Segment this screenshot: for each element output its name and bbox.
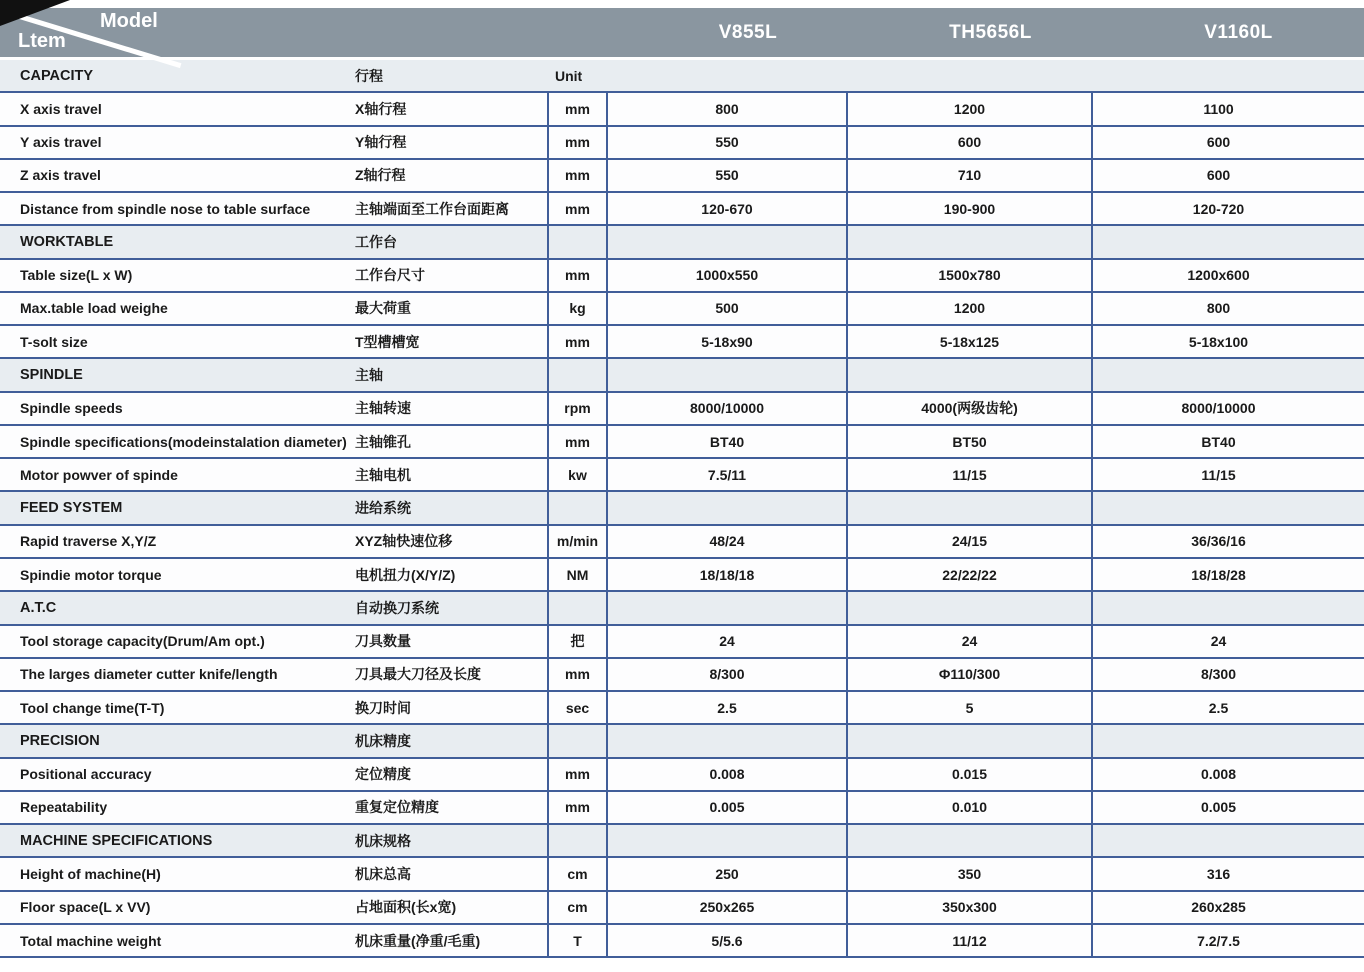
section-unit-cell (547, 825, 608, 856)
spec-row (0, 923, 1364, 956)
spec-row (0, 324, 1364, 357)
spec-name-en: Max.table load weighe (20, 300, 168, 317)
spec-name-cn: 换刀时间 (355, 699, 411, 716)
spec-value: BT40 (1201, 433, 1236, 450)
spec-row (0, 856, 1364, 889)
section-value-cell (1093, 226, 1344, 257)
spec-name-en: Distance from spindle nose to table surface (20, 200, 311, 217)
spec-unit: mm (547, 659, 608, 690)
spec-unit: mm (547, 127, 608, 158)
spec-value: 190-900 (848, 193, 1093, 224)
spec-unit: mm (547, 160, 608, 191)
spec-row (0, 624, 1364, 657)
spec-value: 1200x600 (1187, 267, 1250, 284)
spec-name-en: Motor powver of spinde (20, 466, 178, 483)
section-header-row (0, 490, 1364, 523)
spec-value: 7.2/7.5 (1197, 932, 1240, 949)
spec-value: 1100 (1203, 100, 1234, 117)
spec-name-cn: Y轴行程 (355, 134, 407, 151)
spec-value: Φ110/300 (848, 659, 1093, 690)
spec-unit: 把 (547, 626, 608, 657)
spec-value: 0.005 (1200, 799, 1237, 816)
section-unit-cell (547, 592, 608, 623)
spec-name-en: Rapid traverse X,Y/Z (20, 533, 157, 550)
spec-value: 24/15 (848, 526, 1093, 557)
section-header-row (0, 224, 1364, 257)
section-header-row (0, 823, 1364, 856)
spec-unit: mm (547, 426, 608, 457)
section-value-cell (608, 492, 848, 523)
section-name-cn: 自动换刀系统 (355, 599, 439, 616)
unit-column-header: Unit (555, 67, 583, 84)
section-value-cell (848, 359, 1093, 390)
spec-name-cn: 刀具最大刀径及长度 (355, 666, 481, 683)
spec-row (0, 790, 1364, 823)
spec-name-cn: 工作台尺寸 (355, 267, 425, 284)
spec-value: 0.005 (608, 792, 848, 823)
table-header (0, 8, 1364, 57)
spec-value: 22/22/22 (848, 559, 1093, 590)
spec-row (0, 158, 1364, 191)
spec-value: 120-720 (1192, 200, 1245, 217)
section-name-cn: 进给系统 (355, 500, 411, 517)
section-name-en: WORKTABLE (20, 233, 114, 250)
spec-unit: m/min (547, 526, 608, 557)
spec-name-cn: 占地面积(长x宽) (355, 899, 457, 916)
spec-value: 800 (1206, 300, 1231, 317)
section-value-cell (848, 226, 1093, 257)
section-name-cn: 工作台 (355, 233, 397, 250)
spec-row (0, 657, 1364, 690)
spec-value: 800 (608, 93, 848, 124)
spec-name-en: The larges diameter cutter knife/length (20, 666, 278, 683)
spec-value: 1500x780 (848, 260, 1093, 291)
section-value-cell (848, 60, 1093, 91)
spec-unit: rpm (547, 393, 608, 424)
spec-unit: cm (547, 892, 608, 923)
spec-value: BT40 (608, 426, 848, 457)
spec-name-en: Spindle speeds (20, 400, 123, 417)
spec-value: BT50 (848, 426, 1093, 457)
spec-name-cn: 主轴端面至工作台面距离 (355, 200, 509, 217)
spec-name-cn: 主轴锥孔 (355, 433, 411, 450)
section-name-cn: 机床规格 (355, 832, 411, 849)
spec-value: 4000(两级齿轮) (848, 393, 1093, 424)
spec-name-en: X axis travel (20, 100, 102, 117)
spec-value: 500 (608, 293, 848, 324)
spec-value: 260x285 (1191, 899, 1246, 916)
spec-value: 550 (608, 160, 848, 191)
section-header-row (0, 357, 1364, 390)
spec-value: 11/15 (848, 459, 1093, 490)
section-value-cell (1093, 592, 1344, 623)
spec-value: 5 (848, 692, 1093, 723)
spec-value: 5-18x90 (608, 326, 848, 357)
section-header-row (0, 57, 1364, 91)
spec-name-en: Tool storage capacity(Drum/Am opt.) (20, 633, 265, 650)
spec-value: 2.5 (1208, 699, 1229, 716)
spec-value: 5-18x100 (1188, 333, 1249, 350)
spec-unit: kw (547, 459, 608, 490)
spec-name-cn: 机床重量(净重/毛重) (355, 932, 481, 949)
section-value-cell (608, 226, 848, 257)
spec-unit: mm (547, 759, 608, 790)
header-corner-item-label: Ltem (18, 30, 66, 52)
section-name-en: MACHINE SPECIFICATIONS (20, 832, 213, 849)
spec-name-en: Height of machine(H) (20, 866, 161, 882)
table-body (0, 57, 1364, 958)
section-name-en: CAPACITY (20, 67, 94, 84)
spec-value: 0.008 (1200, 766, 1237, 783)
section-header-row (0, 590, 1364, 623)
model-column-header: V1160L (1204, 21, 1273, 43)
spec-name-en: Spindle specifications(modeinstalation diameter) (20, 433, 347, 450)
spec-name-cn: X轴行程 (355, 100, 407, 117)
spec-name-cn: XYZ轴快速位移 (355, 533, 453, 550)
spec-value: 0.015 (848, 759, 1093, 790)
spec-row (0, 557, 1364, 590)
spec-row (0, 890, 1364, 923)
spec-value: 48/24 (608, 526, 848, 557)
spec-value: 120-670 (608, 193, 848, 224)
spec-name-cn: T型槽槽宽 (355, 333, 420, 350)
spec-name-en: T-solt size (20, 333, 88, 350)
section-name-en: PRECISION (20, 732, 100, 749)
spec-row (0, 191, 1364, 224)
spec-value: 0.008 (608, 759, 848, 790)
spec-name-cn: 主轴转速 (355, 400, 411, 417)
spec-value: 250x265 (608, 892, 848, 923)
spec-name-en: Repeatability (20, 799, 108, 816)
section-name-cn: 主轴 (355, 367, 383, 384)
section-value-cell (1093, 359, 1344, 390)
spec-unit: sec (547, 692, 608, 723)
spec-value: 600 (848, 127, 1093, 158)
model-column-header: V855L (718, 21, 778, 43)
spec-value: 600 (1206, 167, 1231, 184)
spec-row (0, 690, 1364, 723)
spec-value: 8/300 (608, 659, 848, 690)
spec-name-en: Spindie motor torque (20, 566, 162, 583)
spec-unit: cm (547, 858, 608, 889)
section-value-cell (608, 592, 848, 623)
spec-row (0, 757, 1364, 790)
spec-value: 11/15 (1201, 466, 1236, 483)
spec-name-cn: 定位精度 (355, 766, 411, 783)
spec-name-en: Table size(L x W) (20, 267, 133, 284)
section-value-cell (1093, 825, 1344, 856)
spec-name-cn: 机床总高 (355, 866, 411, 882)
spec-name-en: Floor space(L x VV) (20, 899, 151, 916)
spec-value: 1200 (848, 293, 1093, 324)
spec-value: 550 (608, 127, 848, 158)
spec-row (0, 524, 1364, 557)
spec-unit: NM (547, 559, 608, 590)
spec-unit: mm (547, 260, 608, 291)
section-value-cell (1093, 492, 1344, 523)
section-value-cell (608, 825, 848, 856)
spec-name-en: Positional accuracy (20, 766, 152, 783)
section-value-cell (608, 359, 848, 390)
spec-value: 18/18/18 (608, 559, 848, 590)
header-corner-model-label: Model (100, 10, 158, 32)
spec-value: 36/36/16 (1191, 533, 1246, 550)
section-unit-cell (547, 226, 608, 257)
spec-value: 600 (1206, 134, 1231, 151)
spec-name-cn: 主轴电机 (355, 466, 411, 483)
spec-row (0, 258, 1364, 291)
section-name-cn: 行程 (355, 67, 383, 84)
spec-name-cn: 最大荷重 (355, 300, 411, 317)
spec-unit: mm (547, 193, 608, 224)
spec-value: 350x300 (848, 892, 1093, 923)
spec-value: 24 (608, 626, 848, 657)
spec-row (0, 424, 1364, 457)
section-header-row (0, 723, 1364, 756)
spec-value: 1000x550 (608, 260, 848, 291)
section-value-cell (1093, 725, 1344, 756)
spec-value: 8/300 (1200, 666, 1237, 683)
section-value-cell (1093, 60, 1344, 91)
spec-row (0, 391, 1364, 424)
spec-row (0, 457, 1364, 490)
spec-value: 250 (608, 858, 848, 889)
spec-value: 8000/10000 (608, 393, 848, 424)
spec-unit: kg (547, 293, 608, 324)
spec-name-en: Total machine weight (20, 932, 162, 949)
section-name-cn: 机床精度 (355, 732, 411, 749)
section-value-cell (848, 825, 1093, 856)
section-value-cell (848, 725, 1093, 756)
spec-value: 316 (1206, 866, 1231, 882)
spec-value: 2.5 (608, 692, 848, 723)
spec-value: 18/18/28 (1191, 566, 1246, 583)
spec-name-cn: 刀具数量 (355, 633, 411, 650)
spec-unit: mm (547, 93, 608, 124)
spec-name-en: Z axis travel (20, 167, 101, 184)
section-value-cell (848, 592, 1093, 623)
spec-row (0, 125, 1364, 158)
spec-name-en: Y axis travel (20, 134, 102, 151)
section-value-cell (608, 60, 848, 91)
spec-value: 8000/10000 (1181, 400, 1256, 417)
section-unit-cell (547, 359, 608, 390)
spec-name-cn: 重复定位精度 (355, 799, 439, 816)
section-value-cell (848, 492, 1093, 523)
spec-unit: mm (547, 326, 608, 357)
spec-name-en: Tool change time(T-T) (20, 699, 165, 716)
section-unit-cell (547, 725, 608, 756)
spec-value: 350 (848, 858, 1093, 889)
section-name-en: SPINDLE (20, 367, 83, 384)
spec-name-cn: 电机扭力(X/Y/Z) (355, 566, 456, 583)
spec-value: 24 (848, 626, 1093, 657)
spec-name-cn: Z轴行程 (355, 167, 406, 184)
spec-row (0, 291, 1364, 324)
spec-value: 11/12 (848, 925, 1093, 956)
spec-value: 5/5.6 (608, 925, 848, 956)
spec-value: 0.010 (848, 792, 1093, 823)
section-name-en: A.T.C (20, 599, 57, 616)
spec-value: 1200 (848, 93, 1093, 124)
section-name-en: FEED SYSTEM (20, 500, 123, 517)
spec-value: 24 (1210, 633, 1227, 650)
spec-value: 710 (848, 160, 1093, 191)
spec-unit: mm (547, 792, 608, 823)
spec-value: 7.5/11 (608, 459, 848, 490)
spec-row (0, 91, 1364, 124)
spec-unit: T (547, 925, 608, 956)
section-value-cell (608, 725, 848, 756)
section-unit-cell (547, 492, 608, 523)
spec-value: 5-18x125 (848, 326, 1093, 357)
model-column-header: TH5656L (949, 21, 1032, 43)
